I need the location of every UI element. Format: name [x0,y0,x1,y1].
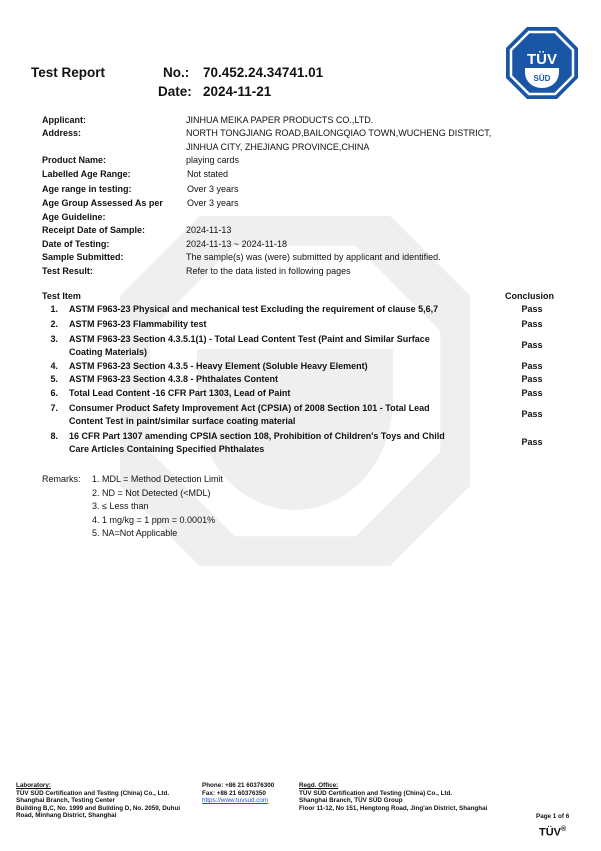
test-conclusion: Pass [521,409,543,419]
remark-item: 5. NA=Not Applicable [92,528,178,538]
report-title: Test Report [31,65,106,80]
test-conclusion: Pass [521,374,543,384]
testing-date-label: Date of Testing: [42,239,110,249]
test-result-value: Refer to the data listed in following pages [186,266,351,276]
remarks-label: Remarks: [42,474,81,484]
age-group-value: Over 3 years [187,198,239,208]
footer-contact [202,782,274,805]
test-item-text-cont: Coating Materials) [69,347,148,357]
test-conclusion: Pass [521,340,543,350]
logo-text-top: TÜV [527,51,557,68]
test-item-text-cont: Care Articles Containing Specified Phthalates [69,444,265,454]
address-value-line1: NORTH TONGJIANG ROAD,BAILONGQIAO TOWN,WUCHENG DISTRICT, [186,128,492,138]
applicant-value: JINHUA MEIKA PAPER PRODUCTS CO.,LTD. [186,115,374,125]
regd-title: Regd. Office: [299,782,339,789]
logo-text-bottom: SÜD [533,74,551,83]
address-label: Address: [42,128,82,138]
report-number-label: No.: [163,65,190,80]
report-number: 70.452.24.34741.01 [203,65,324,80]
test-item-header: Test Item [42,291,81,301]
applicant-label: Applicant: [42,115,86,125]
fax: Fax: +86 21 60376350 [202,789,266,797]
test-item-text: 16 CFR Part 1307 amending CPSIA section 108, Prohibition of Children's Toys and Child [69,431,445,441]
sample-submitted-label: Sample Submitted: [42,252,124,262]
test-item-text: ASTM F963-23 Section 4.3.5 - Heavy Element (Soluble Heavy Element) [69,361,368,371]
test-item-text: ASTM F963-23 Physical and mechanical test Excluding the requirement of clause 5,6,7 [69,304,439,314]
test-item-text: ASTM F963-23 Section 4.3.5.1(1) - Total Lead Content Test (Paint and Similar Surface [69,334,430,344]
test-conclusion: Pass [521,319,543,329]
test-conclusion: Pass [521,361,543,371]
testing-date-value: 2024-11-13 ~ 2024-11-18 [186,239,287,249]
receipt-date-label: Receipt Date of Sample: [42,225,146,235]
remark-item: 3. ≤ Less than [92,501,149,511]
test-result-label: Test Result: [42,266,93,276]
remark-item: 4. 1 mg/kg = 1 ppm = 0.0001% [92,515,216,525]
tuv-logo-icon [505,26,579,100]
report-date-label: Date: [158,84,192,99]
website-link[interactable]: https://www.tuvsud.com [202,797,269,805]
footer-laboratory: Laboratory: TÜV SÜD Certification and Testing (China) Co., Ltd. Shanghai Branch, Testing Center Building B,C, No. 1999 and Building D, No. 2059, Duhui Road, Minhang District, Shanghai [16,782,181,820]
remark-item: 2. ND = Not Detected (<MDL) [92,488,211,498]
page-number: Page 1 of 6 [536,813,570,820]
labelled-age-label: Labelled Age Range: [42,169,131,179]
test-conclusion: Pass [521,388,543,398]
age-guideline-label: Age Guideline: [42,212,106,222]
address-value-line2: JINHUA CITY, ZHEJIANG PROVINCE,CHINA [186,142,370,152]
product-name-value: playing cards [186,155,240,165]
test-item-text-cont: Content Test in paint/similar surface coating material [69,416,296,426]
age-range-label: Age range in testing: [42,184,132,194]
product-name-label: Product Name: [42,155,107,165]
sample-submitted-value: The sample(s) was (were) submitted by applicant and identified. [186,252,441,262]
footer-regd-office: Regd. Office: TÜV SÜD Certification and Testing (China) Co., Ltd. Shanghai Branch, TÜV SÜD Group Floor 11-12, No 151, Hengtong Road, Jing'an District, Shanghai [299,782,488,812]
receipt-date-value: 2024-11-13 [186,225,232,235]
labelled-age-value: Not stated [187,169,229,179]
registered-icon: ® [561,826,567,833]
test-item-text: Total Lead Content -16 CFR Part 1303, Lead of Paint [69,388,291,398]
phone: Phone: +86 21 60376300 [202,782,275,789]
report-date: 2024-11-21 [203,84,272,99]
test-item-text: ASTM F963-23 Section 4.3.8 - Phthalates Content [69,374,279,384]
test-item-text: ASTM F963-23 Flammability test [69,319,207,329]
conclusion-header: Conclusion [505,291,554,301]
age-range-value: Over 3 years [187,184,239,194]
test-item-text: Consumer Product Safety Improvement Act (CPSIA) of 2008 Section 101 - Total Lead [69,403,430,413]
lab-title: Laboratory: [16,782,51,789]
test-conclusion: Pass [521,437,543,447]
test-conclusion: Pass [521,304,543,314]
tuv-footer-mark: TÜV® [539,826,567,839]
remark-item: 1. MDL = Method Detection Limit [92,474,223,484]
age-group-label: Age Group Assessed As per [42,198,163,208]
